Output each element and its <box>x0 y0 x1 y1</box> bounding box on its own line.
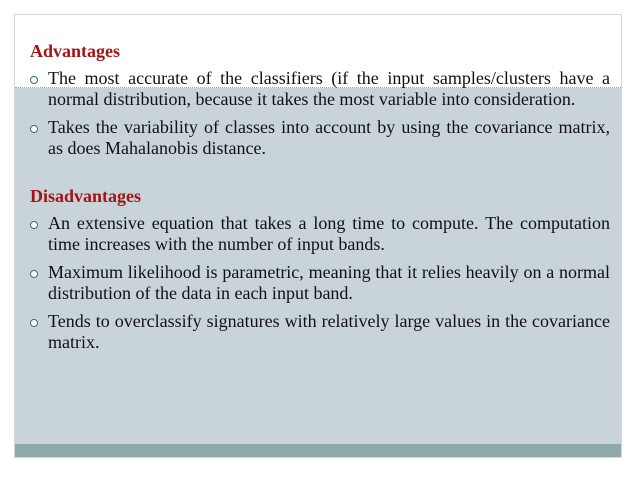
hollow-circle-bullet-icon <box>30 221 38 229</box>
list-item <box>30 262 610 304</box>
list-item <box>30 311 610 353</box>
advantages-heading: Advantages <box>30 41 121 61</box>
list-item <box>30 213 610 255</box>
list-item-text: Maximum likelihood is parametric, meaning that it relies heavily on a normal distribution of the data in each input band. <box>48 262 610 303</box>
list-item-text: An extensive equation that takes a long time to compute. The computation time increases with the number of input bands. <box>48 213 610 254</box>
hollow-circle-bullet-icon <box>30 270 38 278</box>
hollow-circle-bullet-icon <box>30 319 38 327</box>
hollow-circle-bullet-icon <box>30 125 38 133</box>
list-item-text: The most accurate of the classifiers (if the input samples/clusters have a normal distribution, because it takes the most variable into consideration. <box>48 68 610 109</box>
disadvantages-heading: Disadvantages <box>30 186 142 206</box>
advantages-list <box>30 68 610 159</box>
list-item <box>30 68 610 110</box>
list-item-text: Tends to overclassify signatures with relatively large values in the covariance matrix. <box>48 311 610 352</box>
slide-content <box>30 40 610 360</box>
disadvantages-list <box>30 213 610 353</box>
list-item <box>30 117 610 159</box>
hollow-circle-bullet-icon <box>30 76 38 84</box>
list-item-text: Takes the variability of classes into account by using the covariance matrix, as does Mahalanobis distance. <box>48 117 610 158</box>
